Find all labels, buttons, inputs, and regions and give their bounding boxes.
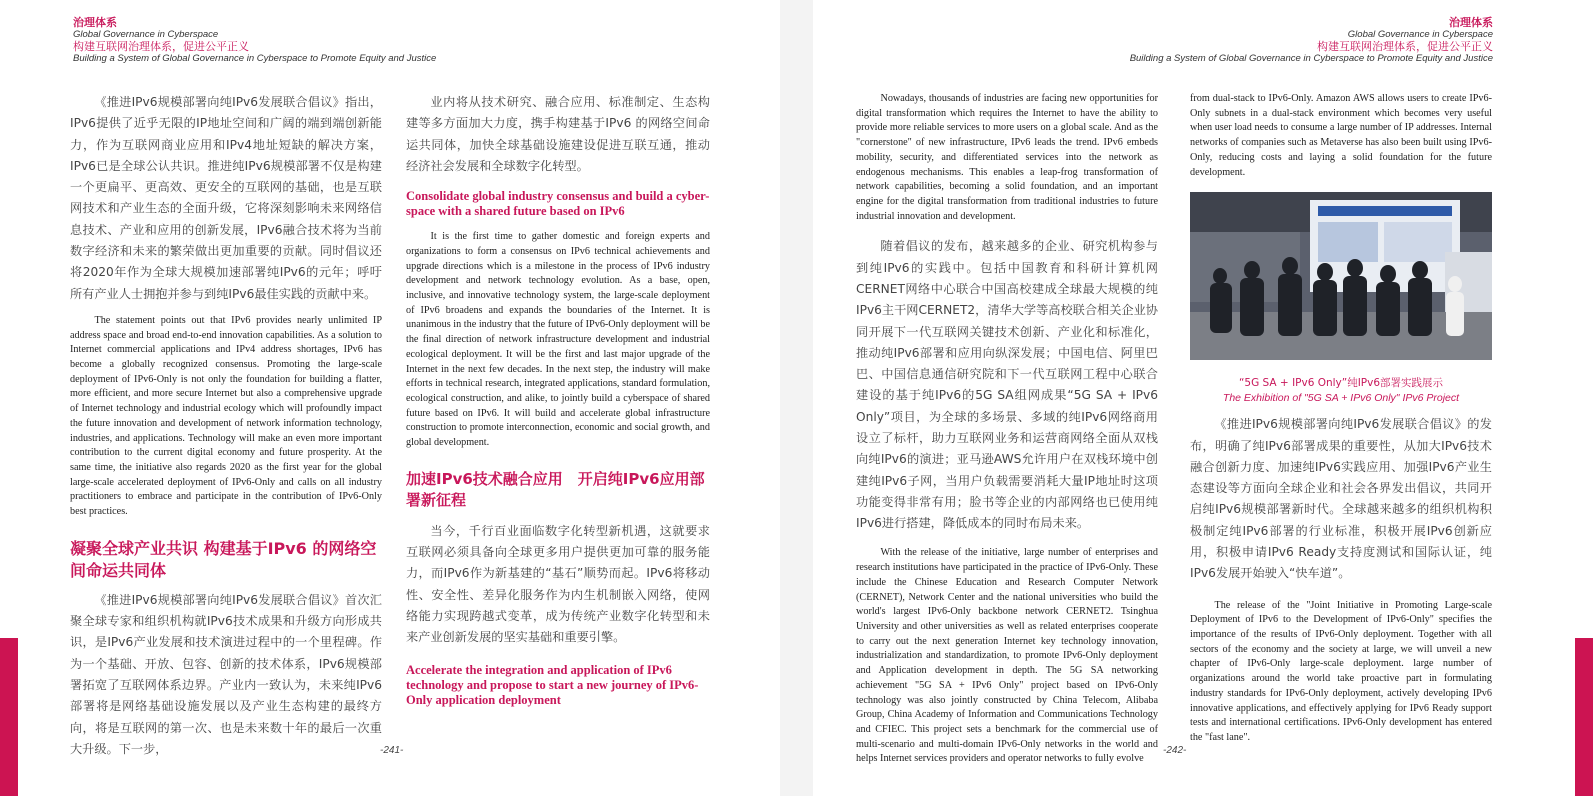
running-header-left	[73, 17, 436, 65]
paragraph-en: from dual-stack to IPv6-Only. Amazon AWS allows users to create IPv6-Only subnets in a dual-stack environment which becomes very useful when user load needs to consume a large number of IP addresses. Internal networks of companies such as Metaverse has also been built using IPv6-Only, reducing costs and laying a solid foundation for the future development.	[1190, 93, 1492, 178]
header-subtitle-en: Building a System of Global Governance in Cyberspace to Promote Equity and Justice	[1129, 53, 1493, 64]
right-page	[813, 0, 1593, 796]
section-heading-en: Accelerate the integration and application of IPv6 technology and propose to start a new journey of IPv6-Only application deployment	[406, 662, 699, 707]
header-subtitle-en: Building a System of Global Governance in Cyberspace to Promote Equity and Justice	[73, 53, 437, 64]
event-photo	[1190, 192, 1492, 360]
paragraph-cn: 《推进IPv6规模部署向纯IPv6发展联合倡议》指出，IPv6提供了近乎无限的IP地址空间和广阔的端到端创新能力，作为互联网商业应用和IPv4地址短缺的解决方案，IPv6已是全球公认共识。推进纯IPv6规模部署不仅是构建一个更扁平、更高效、更安全的互联网的基础，也是互联网技术和产业生态的全面升级，它将深刻影响未来网络信息技术、产业和应用的创新发展，IPv6融合技术将为当前数字经济和未来的繁荣做出更加重要的贡献。同时倡议还将2020年作为全球大规模加速部署纯IPv6的元年；呼吁所有产业人士拥抱并参与到纯IPv6最佳实践的贡献中来。	[70, 95, 382, 301]
paragraph-en: The release of the "Joint Initiative in Promoting Large-scale Deployment of IPv6 to the Development of IPv6-Only" specifies the importance of the results of IPv6-Only deployment. Together with all sectors of the economy and the society at large, we will unveil a new chapter of IPv6-Only large-scale deployment. large number of organizations around the world take proactive part in formulating industry standards for IPv6-Only deployment, actively developing IPv6 innovative applications, and effectively applying for IPv6 Ready support tests and international certifications. IPv6-Only development has entered the "fast lane".	[1190, 599, 1492, 743]
paragraph-cn: 随着倡议的发布，越来越多的企业、研究机构参与到纯IPv6的实践中。包括中国教育和科研计算机网CERNET网络中心联合中国高校建成全球最大规模的纯IPv6主干网CERNET2，清华大学等高校联合相关企业协同开展下一代互联网关键技术创新、产业化和标准化，推动纯IPv6部署和应用向纵深发展；中国电信、阿里巴巴、中国信息通信研究院和下一代互联网工程中心联合建设的基于纯IPv6的5G SA组网成果“5G SA + IPv6 Only”项目，为全球的多场景、多域的纯IPv6网络商用设立了标杆，助力互联网业务和运营商网络全面从双栈向纯IPv6的演进；亚马逊AWS允许用户在双栈环境中创建纯IPv6子网，当用户负载需要消耗大量IP地址时这项功能变得非常有用；脸书等企业的内部网络也已使用纯IPv6进行搭建，降低成本的同时布局未来。	[856, 239, 1158, 531]
section-heading-en: Consolidate global industry consensus and build a cyber-space with a shared future based on IPv6	[406, 189, 710, 219]
page-number: -242-	[1163, 745, 1187, 756]
right-column-2	[1190, 92, 1492, 746]
book-gutter	[780, 0, 813, 796]
paragraph-en: It is the first time to gather domestic and foreign experts and organizations to form a consensus on IPv6 technical achievements and upgrade directions which is a milestone in the process of IPv6 industry development and network technology evolution. As a base, open, inclusive, and innovative technology system, the large-scale deployment of IPv6 broadens and expands the boundaries of the Internet. It is unanimous in the industry that the future of IPv6-Only deployment will be the final direction of network infrastructure development and industrial ecological deployment. It will be the first and last major upgrade of the Internet in the next few decades. In the next step, the industry will make efforts in technical research, integrated applications, standard formulation, ecological construction, and alike, to jointly build a cyberspace of shared future based on IPv6. It will build and accelerate global infrastructure construction to promote interconnection, economic and social growth, and global development.	[406, 231, 710, 449]
header-subtitle-cn: 构建互联网治理体系，促进公平正义	[73, 40, 249, 53]
header-subtitle-cn: 构建互联网治理体系，促进公平正义	[1317, 40, 1493, 53]
paragraph-cn: 当今，千行百业面临数字化转型新机遇，这就要求互联网必须具备向全球更多用户提供更加可靠的服务能力，而IPv6作为新基建的“基石”顺势而起。IPv6将移动性、安全性、差异化服务作为内生机制嵌入网络，使网络能力实现跨越式变革，成为传统产业数字化转型和未来产业创新发展的坚实基础和重要引擎。	[406, 523, 710, 645]
paragraph-cn: 业内将从技术研究、融合应用、标准制定、生态构建等多方面加大力度，携手构建基于IPv6 的网络空间命运共同体，加快全球基础设施建设促进互联互通，推动经济社会发展和全球数字化转型。	[406, 95, 710, 173]
header-category-cn: 治理体系	[73, 16, 117, 29]
paragraph-cn: 《推进IPv6规模部署向纯IPv6发展联合倡议》的发布，明确了纯IPv6部署成果的重要性，从加大IPv6技术融合创新力度、加速纯IPv6实践应用、加强IPv6产业生态建设等方面向全球企业和社会各界发出倡议，共同开启纯IPv6规模部署新时代。全球越来越多的组织机构积极制定纯IPv6部署的行业标准，积极开展IPv6创新应用，积极申请IPv6 Ready支持度测试和国际认证，纯IPv6发展开始驶入“快车道”。	[1190, 417, 1492, 581]
left-column-2	[406, 92, 710, 708]
page-number: -241-	[380, 745, 404, 756]
section-heading-cn: 凝聚全球产业共识 构建基于IPv6 的网络空间命运共同体	[70, 538, 377, 580]
paragraph-cn: 《推进IPv6规模部署向纯IPv6发展联合倡议》首次汇聚全球专家和组织机构就IPv6技术成果和升级方向形成共识，是IPv6产业发展和技术演进过程中的一个里程碑。作为一个基础、开放、包容、创新的技术体系，IPv6规模部署拓宽了互联网体系边界。产业内一致认为，未来纯IPv6部署将是网络基础设施发展以及产业生态构建的最终方向，将是互联网的第一次、也是未来数十年的最后一次重大升级。下一步，	[70, 592, 382, 756]
section-heading-cn: 加速IPv6技术融合应用 开启纯IPv6应用部署新征程	[406, 469, 705, 509]
paragraph-en: Nowadays, thousands of industries are facing new opportunities for digital transformation which requires the Internet to have the ability to provide more reliable services to more users on a global scale. And as the "cornerstone" of new infrastructure, IPv6 leads the trend. IPv6 embeds mobility, security, and differentiated services into the network as endogenous mechanisms. This enables a leap-frog transformation of network capabilities, becoming a solid foundation, and an important engine for the digital transformation from traditional industries to future industrial innovation and development.	[856, 93, 1158, 222]
paragraph-en: With the release of the initiative, large number of enterprises and research institutions have participated in the practice of IPv6-Only. These include the Chinese Education and Research Computer Network (CERNET), Network Center and the national universities who build the world's largest IPv6-Only backbone network CERNET2. Tsinghua University and other universities as well as related enterprises cooperate to carry out the next generation Internet key technology innovation, industrialization and standardization, to promote IPv6-Only deployment and Application development in depth. The 5G SA networking achievement "5G SA + IPv6 Only" project based on IPv6-Only technology was also jointly constructed by China Telecom, Alibaba Group, China Academy of Information and Communications Technology and CFIEC. This project sets a benchmark for the commercial use of multi-scenario and multi-domain IPv6-Only networks in the world and helps Internet services providers and operator networks to fully evolve	[856, 547, 1158, 765]
running-header-right	[1130, 17, 1493, 65]
event-photo-icon	[1190, 192, 1492, 360]
page-edge-accent-left	[0, 638, 18, 796]
photo-caption-en: The Exhibition of "5G SA + IPv6 Only" IPv6 Project	[1222, 392, 1460, 405]
right-column-1	[856, 92, 1158, 767]
left-column-1	[70, 92, 382, 760]
left-page	[0, 0, 780, 796]
page-edge-accent-right	[1575, 638, 1593, 796]
photo-caption-cn: “5G SA + IPv6 Only”纯IPv6部署实践展示	[1238, 377, 1444, 390]
header-category-cn: 治理体系	[1449, 16, 1493, 29]
paragraph-en: The statement points out that IPv6 provides nearly unlimited IP address space and broad end-to-end innovation capabilities. As a solution to Internet commercial applications and IPv4 address shortages, IPv6 has become a globally recognized consensus. Promoting the large-scale deployment of IPv6-Only is not only the foundation for building a flatter, more efficient, and more secure Internet but also a comprehensive upgrade of Internet technology and industrial ecology which will profoundly impact the future innovation and development of network information technology, industries, and applications. Technology will make an even more important contribution to the current digital economy and future prosperity. At the same time, the initiative also regards 2020 as the first year for the global large-scale accelerated deployment of IPv6-Only and calls on all industry practitioners to embrace and participate in the contribution of IPv6-Only best practices.	[70, 314, 382, 518]
header-category-en: Global Governance in Cyberspace	[1347, 29, 1493, 40]
header-category-en: Global Governance in Cyberspace	[73, 29, 219, 40]
